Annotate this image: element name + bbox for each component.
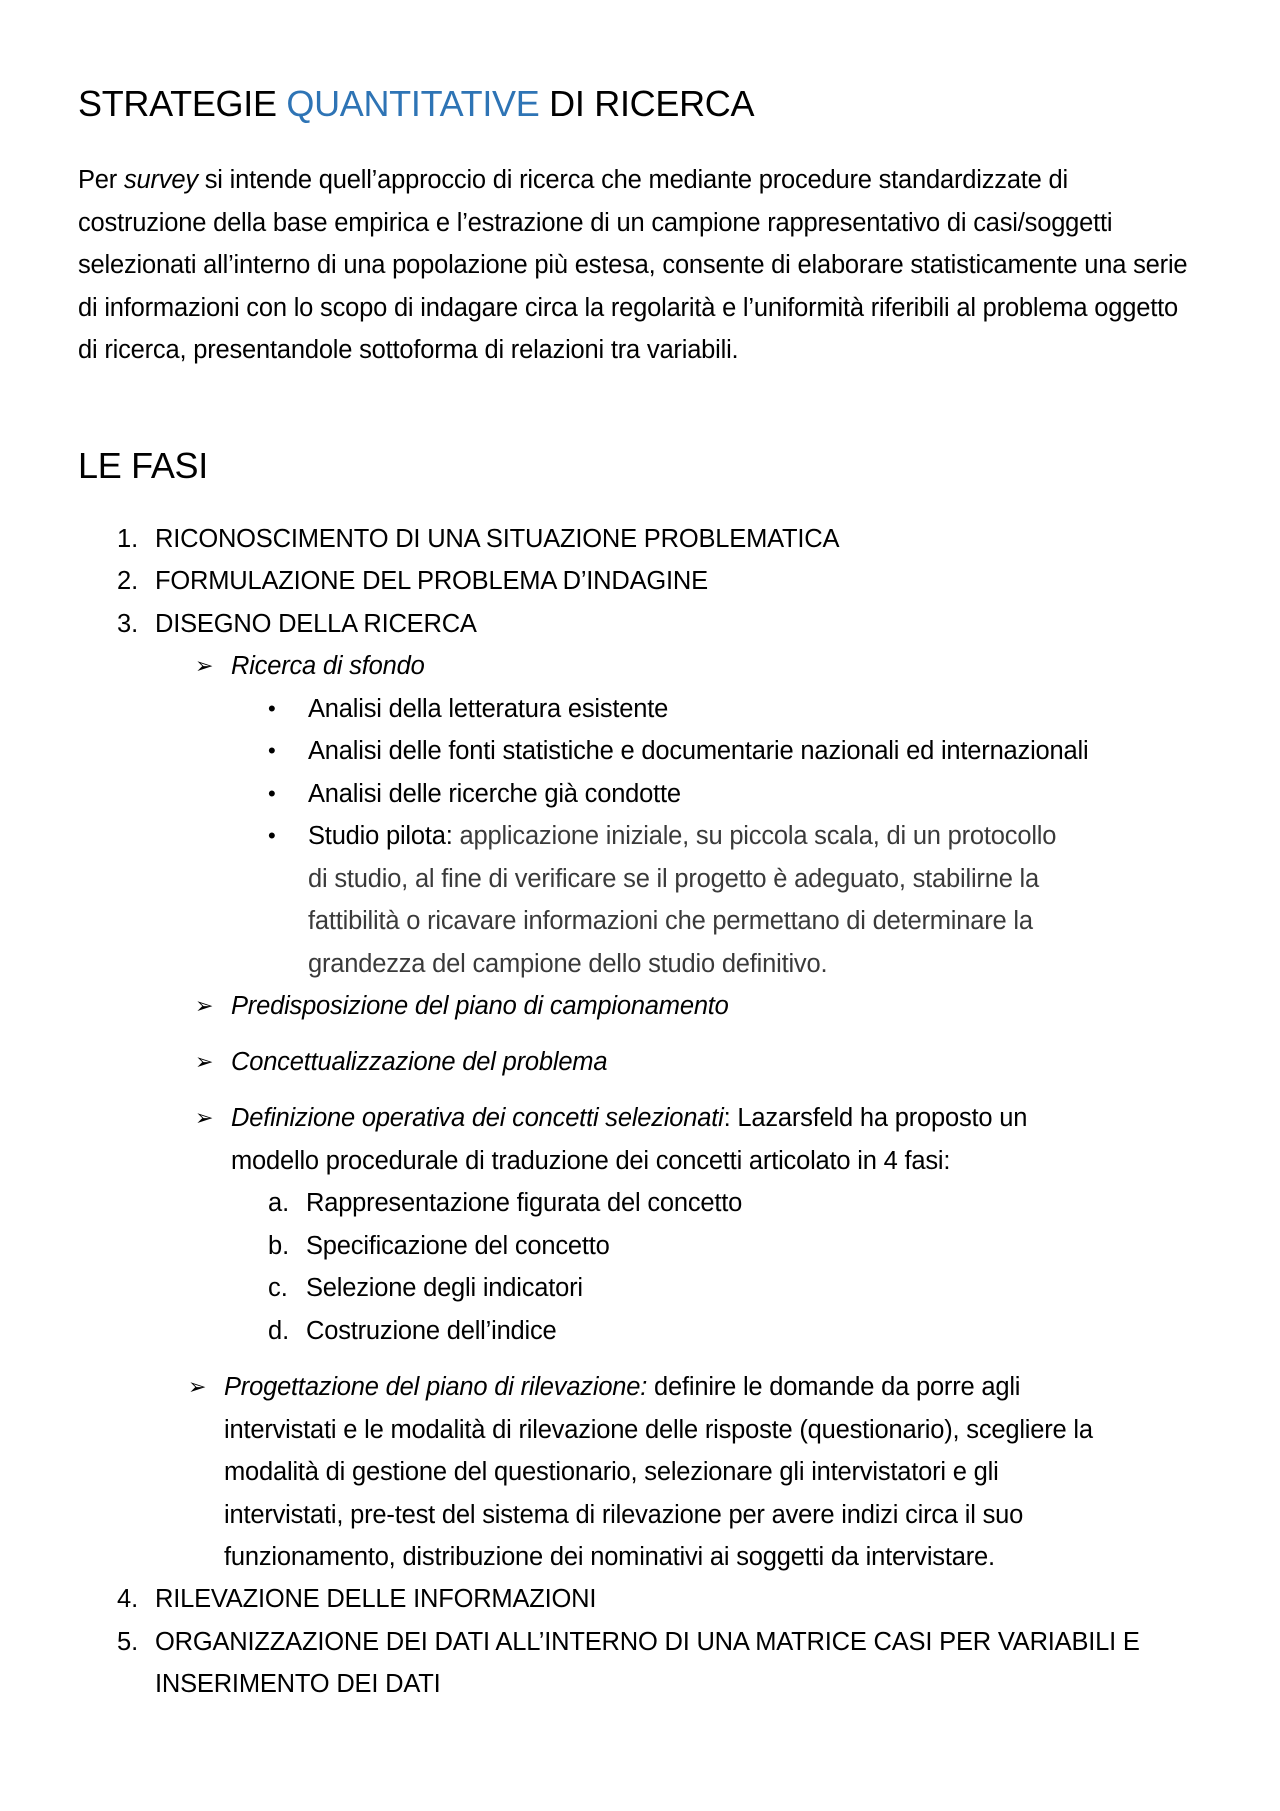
bullet-icon: •: [268, 781, 276, 806]
operational-definition-text: : Lazarsfeld ha proposto un: [723, 1104, 1028, 1132]
pilot-study-text: grandezza del campione dello studio definitivo.: [308, 950, 828, 978]
operational-definition: [231, 1097, 1027, 1140]
title-highlight: QUANTITATIVE: [286, 83, 540, 124]
intro-emphasis: survey: [123, 166, 198, 194]
intro-lead: Per: [78, 166, 124, 194]
pilot-study-text: di studio, al fine di verificare se il progetto è adeguato, stabilirne la: [308, 865, 1040, 893]
background-item: Analisi delle ricerche già condotte: [308, 780, 681, 808]
pilot-study-text: fattibilità o ricavare informazioni che permettano di determinare la: [308, 907, 1033, 935]
step-label: Costruzione dell’indice: [306, 1317, 557, 1345]
arrow-bullet-icon: ➢: [195, 1105, 214, 1130]
arrow-bullet-icon: ➢: [188, 1374, 207, 1399]
step-label: Rappresentazione figurata del concetto: [306, 1189, 743, 1217]
background-item: Analisi delle fonti statistiche e documentarie nazionali ed internazionali: [308, 737, 1089, 765]
survey-plan: [224, 1366, 1020, 1409]
arrow-bullet-icon: ➢: [195, 993, 214, 1018]
title-part1: STRATEGIE: [78, 83, 287, 124]
phase-label: DISEGNO DELLA RICERCA: [155, 610, 477, 638]
bullet-icon: •: [268, 696, 276, 721]
survey-plan-text: intervistati e le modalità di rilevazione delle risposte (questionario), scegliere la: [224, 1416, 1093, 1444]
phase-number: 3.: [117, 610, 139, 638]
phases-heading: LE FASI: [78, 445, 208, 486]
step-letter: c.: [268, 1274, 288, 1302]
survey-plan-text: funzionamento, distribuzione dei nominativi ai soggetti da intervistare.: [224, 1543, 995, 1571]
survey-plan-text: definire le domande da porre agli: [647, 1373, 1021, 1401]
phase-label: RICONOSCIMENTO DI UNA SITUAZIONE PROBLEMATICA: [155, 525, 840, 553]
step-letter: d.: [268, 1317, 290, 1345]
phase-number: 5.: [117, 1628, 139, 1656]
operational-definition-text: modello procedurale di traduzione dei concetti articolato in 4 fasi:: [231, 1147, 951, 1175]
survey-plan-text: modalità di gestione del questionario, selezionare gli intervistatori e gli: [224, 1458, 999, 1486]
phase-label: ORGANIZZAZIONE DEI DATI ALL’INTERNO DI UNA MATRICE CASI PER VARIABILI E: [155, 1628, 1140, 1656]
phase-number: 4.: [117, 1585, 139, 1613]
step-letter: b.: [268, 1232, 290, 1260]
arrow-bullet-icon: ➢: [195, 653, 214, 678]
sampling-plan: Predisposizione del piano di campionamento: [231, 992, 729, 1020]
bullet-icon: •: [268, 823, 276, 848]
phase-label: RILEVAZIONE DELLE INFORMAZIONI: [155, 1585, 597, 1613]
pilot-study: [308, 815, 1056, 858]
operational-definition-title: Definizione operativa dei concetti selezionati: [231, 1104, 724, 1132]
conceptualization: Concettualizzazione del problema: [231, 1048, 608, 1076]
intro-text: si intende quell’approccio di ricerca che mediante procedure standardizzate di costruzione della base empirica e l’estrazione di un campione rappresentativo di casi/soggetti selezionati all’interno di una popolazione più estesa, consente di elaborare statisticamente una serie di informazioni con lo scopo di indagare circa la regolarità e l’uniformità riferibili al problema oggetto di ricerca, presentandole sottoforma di relazioni tra variabili.: [78, 166, 1188, 364]
arrow-bullet-icon: ➢: [195, 1049, 214, 1074]
document-title: [78, 82, 754, 126]
phase-label: FORMULAZIONE DEL PROBLEMA D’INDAGINE: [155, 567, 708, 595]
step-label: Selezione degli indicatori: [306, 1274, 583, 1302]
title-part2: DI RICERCA: [539, 83, 755, 124]
background-item: Analisi della letteratura esistente: [308, 695, 669, 723]
survey-plan-title: Progettazione del piano di rilevazione:: [224, 1373, 648, 1401]
pilot-study-text: applicazione iniziale, su piccola scala, di un protocollo: [452, 822, 1057, 850]
step-label: Specificazione del concetto: [306, 1232, 610, 1260]
pilot-study-label: Studio pilota:: [308, 822, 453, 850]
phase-number: 1.: [117, 525, 139, 553]
phase-label: INSERIMENTO DEI DATI: [155, 1670, 441, 1698]
survey-plan-text: intervistati, pre-test del sistema di rilevazione per avere indizi circa il suo: [224, 1501, 1024, 1529]
bullet-icon: •: [268, 738, 276, 763]
phase-number: 2.: [117, 567, 139, 595]
step-letter: a.: [268, 1189, 290, 1217]
intro-paragraph: [78, 159, 1198, 372]
background-research-title: Ricerca di sfondo: [231, 652, 425, 680]
